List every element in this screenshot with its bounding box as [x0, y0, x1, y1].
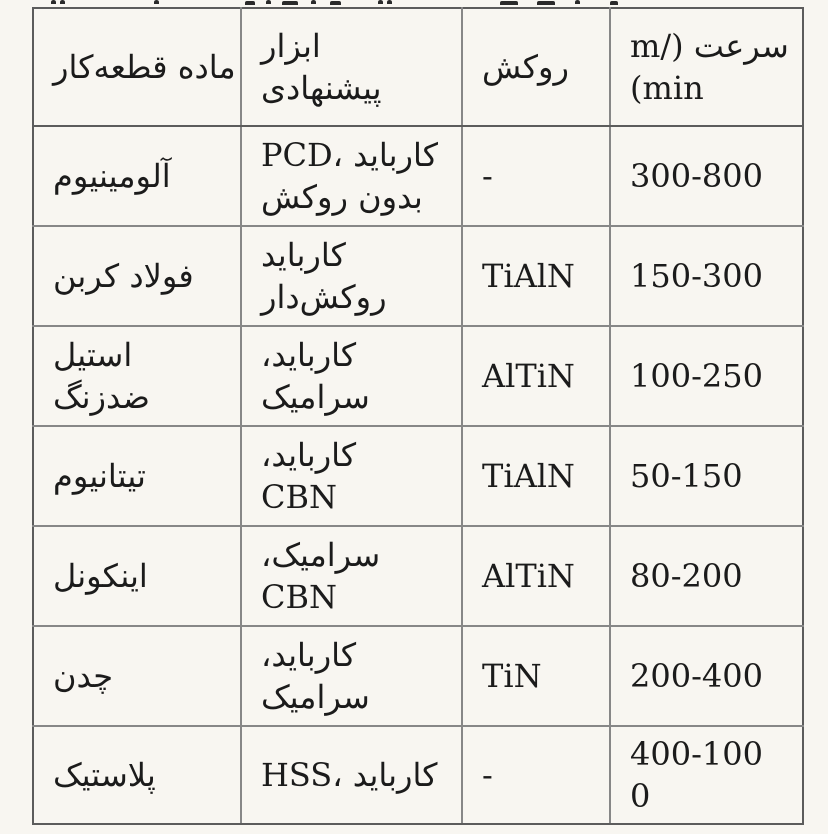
cropped-glyph-mark [60, 0, 65, 4]
tool-cell-line: ،کارباید [261, 636, 357, 674]
tool-cell [241, 426, 462, 526]
column-header-material-line: ماده قطعه‌کار [53, 48, 236, 86]
coating-cell-line: AlTiN [482, 557, 575, 595]
speed-cell [610, 226, 803, 326]
column-header-tool [241, 8, 462, 126]
coating-cell [462, 226, 610, 326]
coating-cell [462, 126, 610, 226]
table-row [33, 126, 803, 226]
coating-cell [462, 726, 610, 824]
table-row [33, 226, 803, 326]
tool-cell-line: CBN [261, 578, 337, 616]
speed-cell [610, 626, 803, 726]
cropped-glyph-mark [330, 1, 341, 5]
cropped-glyph-mark [537, 1, 555, 5]
cropped-glyph-mark [282, 1, 298, 5]
speed-cell [610, 426, 803, 526]
cropped-glyph-mark [610, 1, 618, 5]
speed-cell-line: 50-150 [630, 457, 743, 495]
table-row [33, 326, 803, 426]
table-row [33, 726, 803, 824]
speed-cell-line: 80-200 [630, 557, 743, 595]
material-cell-line: استیل [53, 336, 133, 374]
tool-cell [241, 326, 462, 426]
cropped-glyph-mark [266, 0, 271, 4]
tool-cell [241, 726, 462, 824]
material-cell [33, 726, 241, 824]
speed-cell-line: 400-100 [630, 735, 763, 773]
coating-cell [462, 626, 610, 726]
material-cell [33, 326, 241, 426]
column-header-coating [462, 8, 610, 126]
speed-cell-line: 300-800 [630, 157, 763, 195]
tool-cell-line: سرامیک [261, 678, 370, 716]
material-cell-line: تیتانیوم [53, 457, 146, 495]
cropped-glyph-mark [311, 0, 316, 4]
material-cell [33, 426, 241, 526]
material-cell [33, 226, 241, 326]
column-header-tool-line: ابزار [261, 27, 321, 65]
column-header-coating-line: روکش [482, 48, 569, 86]
tool-cell [241, 526, 462, 626]
tool-cell-line: CBN [261, 478, 337, 516]
tool-cell [241, 626, 462, 726]
cropped-glyph-mark [378, 0, 383, 4]
tool-cell-line: ،کارباید [261, 336, 357, 374]
column-header-speed [610, 8, 803, 126]
table-row [33, 526, 803, 626]
tool-cell-line: ،کارباید [261, 436, 357, 474]
material-cell [33, 626, 241, 726]
tool-cell [241, 226, 462, 326]
header-row [33, 8, 803, 126]
coating-cell-line: TiAlN [482, 257, 575, 295]
cropped-text-remnant [0, 0, 828, 7]
table-body [33, 126, 803, 824]
tool-cell-line: سرامیک [261, 378, 370, 416]
coating-cell [462, 326, 610, 426]
tool-cell-line: HSS، کارباید [261, 756, 438, 794]
cropped-glyph-mark [154, 0, 159, 4]
material-cell-line: اینکونل [53, 557, 148, 595]
coating-cell-line: TiN [482, 657, 542, 695]
tool-cell-line: روکش‌دار [261, 278, 387, 316]
coating-cell-line: - [482, 756, 493, 794]
coating-cell-line: AlTiN [482, 357, 575, 395]
speed-cell [610, 126, 803, 226]
material-cell-line: فولاد کربن [53, 257, 194, 295]
cropped-glyph-mark [51, 0, 56, 4]
material-cell-line: پلاستیک [53, 756, 156, 794]
tool-cell [241, 126, 462, 226]
coating-cell-line: TiAlN [482, 457, 575, 495]
material-cell [33, 126, 241, 226]
speed-cell [610, 726, 803, 824]
material-cell-line: آلومینیوم [53, 157, 171, 195]
column-header-speed-line: m/) سرعت [630, 27, 789, 65]
cropped-glyph-mark [245, 1, 255, 5]
cropped-glyph-mark [500, 1, 518, 5]
cropped-glyph-mark [575, 0, 580, 4]
tool-cell-line: کارباید [261, 236, 346, 274]
table-row [33, 426, 803, 526]
speed-cell-line: 150-300 [630, 257, 763, 295]
tool-cell-line: ،سرامیک [261, 536, 381, 574]
table-row [33, 626, 803, 726]
speed-cell [610, 526, 803, 626]
cropped-glyph-mark [387, 0, 392, 4]
tool-cell-line: PCD، کارباید [261, 136, 438, 174]
column-header-material [33, 8, 241, 126]
cutting-speed-table [32, 7, 804, 825]
material-cell-line: ضدزنگ [53, 378, 150, 416]
coating-cell [462, 426, 610, 526]
speed-cell-line: 0 [630, 777, 651, 815]
coating-cell-line: - [482, 157, 493, 195]
coating-cell [462, 526, 610, 626]
material-cell-line: چدن [53, 657, 114, 695]
column-header-tool-line: پیشنهادی [261, 69, 382, 107]
material-cell [33, 526, 241, 626]
speed-cell [610, 326, 803, 426]
column-header-speed-line: (min [630, 69, 704, 107]
speed-cell-line: 200-400 [630, 657, 763, 695]
tool-cell-line: بدون روکش [261, 178, 423, 216]
speed-cell-line: 100-250 [630, 357, 763, 395]
